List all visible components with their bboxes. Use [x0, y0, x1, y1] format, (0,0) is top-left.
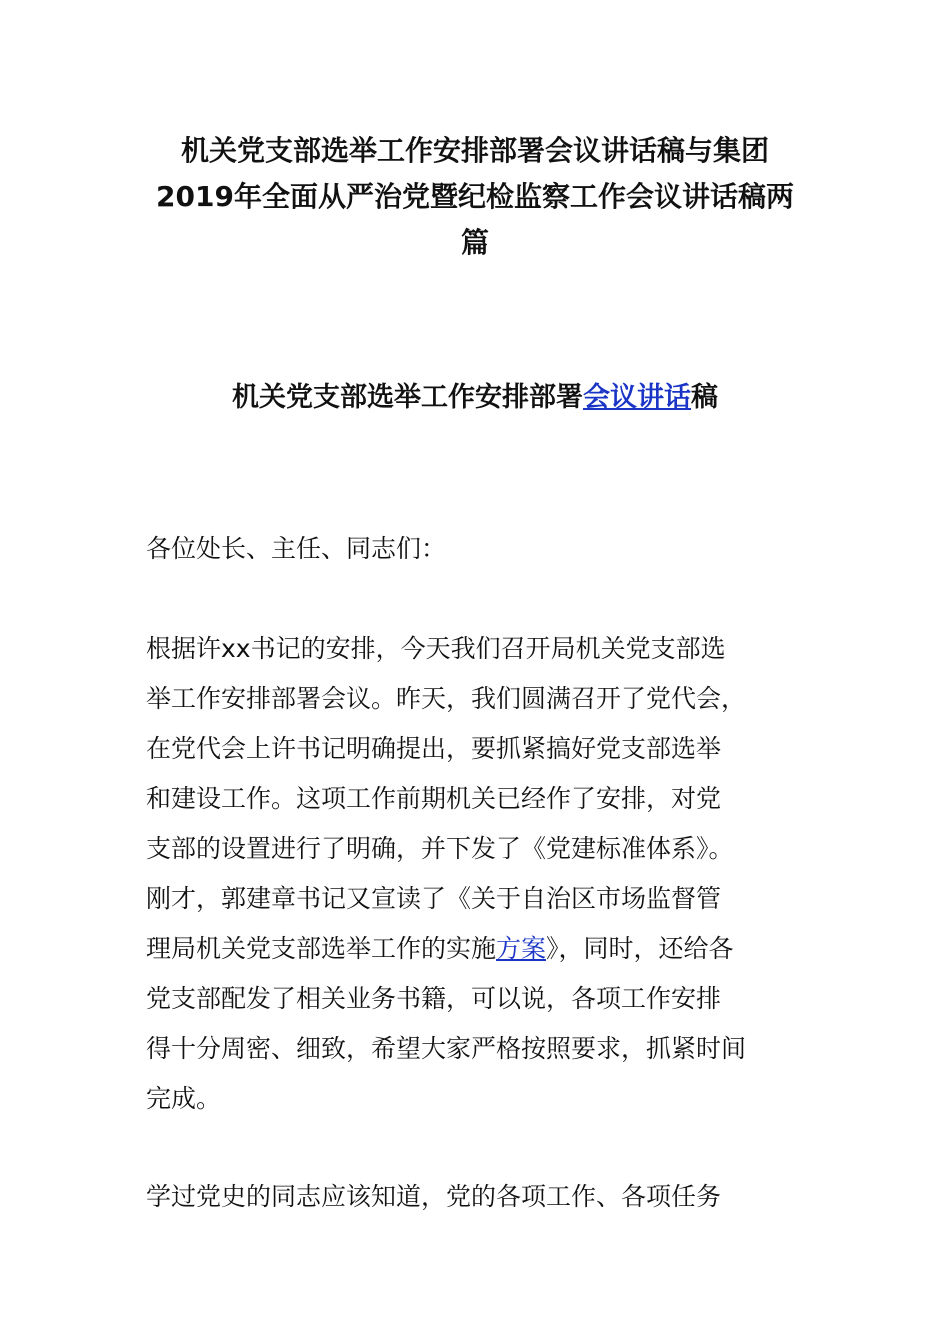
paragraph-line: 支部的设置进行了明确，并下发了《党建标准体系》。	[146, 834, 734, 863]
document-title-line: 篇	[460, 226, 489, 259]
paragraph-line: 得十分周密、细致，希望大家严格按照要求，抓紧时间	[146, 1034, 747, 1063]
paragraph-1	[146, 624, 810, 1124]
greeting: 各位处长、主任、同志们：	[146, 534, 447, 563]
paragraph-line: 党支部配发了相关业务书籍，可以说，各项工作安排	[146, 984, 722, 1013]
paragraph-line-with-link	[146, 924, 810, 974]
section-title-text-end: 稿	[691, 382, 718, 413]
paragraph-line: 根据许xx书记的安排，今天我们召开局机关党支部选	[146, 634, 726, 663]
paragraph-line: 刚才，郭建章书记又宣读了《关于自治区市场监督管	[146, 884, 722, 913]
speech-keyword-link[interactable]: 会议讲话	[583, 382, 691, 413]
paragraph-line: 完成。	[146, 1084, 222, 1113]
paragraph-line: 举工作安排部署会议。昨天，我们圆满召开了党代会，	[146, 684, 747, 713]
paragraph-line-text-end: 》，同时，还给各	[546, 934, 734, 963]
paragraph-line: 在党代会上许书记明确提出，要抓紧搞好党支部选举	[146, 734, 722, 763]
paragraph-line-text: 理局机关党支部选举工作的实施	[146, 934, 497, 963]
section-title-text: 机关党支部选举工作安排部署	[232, 382, 583, 413]
section-title	[140, 378, 810, 418]
document-title-line: 2019年全面从严治党暨纪检监察工作会议讲话稿两	[156, 180, 794, 213]
plan-link[interactable]: 方案	[496, 934, 547, 963]
document-title-line: 机关党支部选举工作安排部署会议讲话稿与集团	[180, 134, 769, 167]
document-title	[140, 128, 810, 266]
paragraph-line: 学过党史的同志应该知道，党的各项工作、各项任务	[146, 1182, 722, 1211]
paragraph-2	[146, 1172, 810, 1222]
paragraph-line: 和建设工作。这项工作前期机关已经作了安排，对党	[146, 784, 722, 813]
